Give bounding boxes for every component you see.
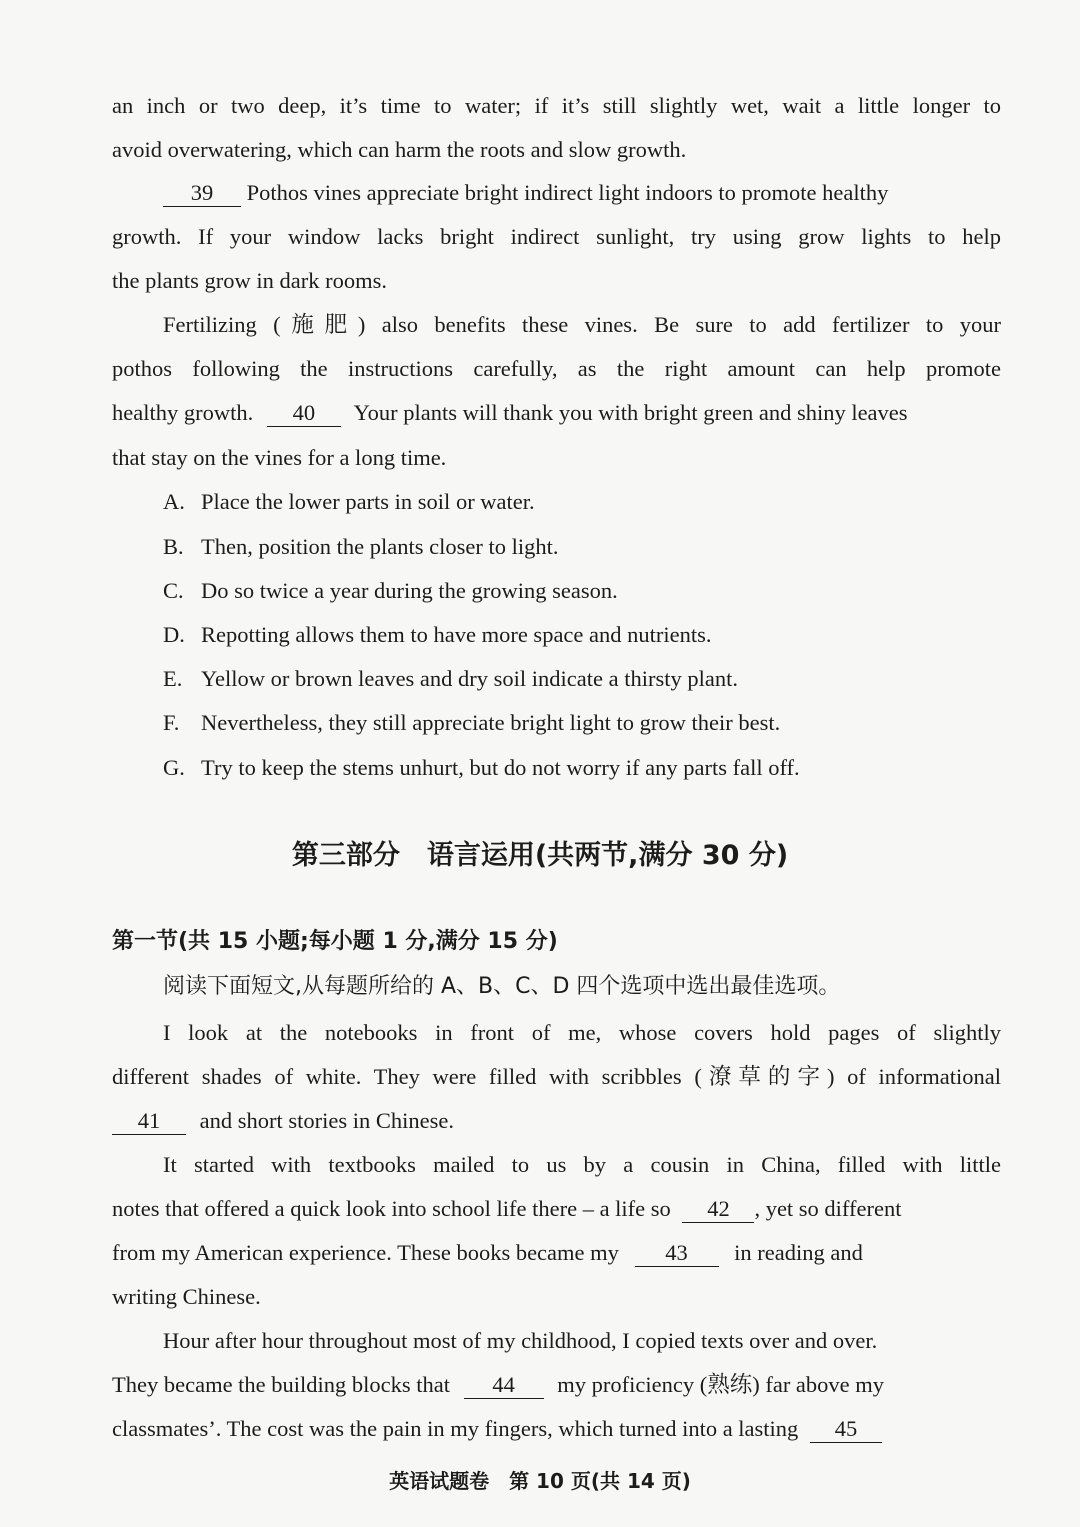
cloze-p1-line-1: I look at the notebooks in front of me, whose covers hold pages of slightly <box>163 1020 1001 1045</box>
option-f <box>163 708 780 738</box>
cloze-p2-line-2 <box>112 1194 1001 1224</box>
cloze-p2-line-3b: in reading and <box>734 1240 863 1265</box>
passage-line-6: Fertilizing (施肥) also benefits these vines. Be sure to add fertilizer to your <box>163 312 1001 337</box>
cloze-p3-line-2a: They became the building blocks that <box>112 1372 451 1397</box>
cloze-p2-line-2a: notes that offered a quick look into school life there – a life so <box>112 1196 671 1221</box>
option-b <box>163 532 558 562</box>
cloze-p2-line-4: writing Chinese. <box>112 1284 261 1309</box>
option-c <box>163 576 618 606</box>
option-key: C. <box>163 578 184 603</box>
passage-line-39 <box>163 178 1001 208</box>
option-key: F. <box>163 710 180 735</box>
passage-line-8 <box>112 398 1001 428</box>
option-text: Try to keep the stems unhurt, but do not worry if any parts fall off. <box>201 755 800 780</box>
option-text: Nevertheless, they still appreciate bright light to grow their best. <box>201 710 781 735</box>
passage-line-4: growth. If your window lacks bright indirect sunlight, try using grow lights to help <box>112 224 1001 249</box>
cloze-p3-line-3 <box>112 1414 1001 1444</box>
passage-line-8b: Your plants will thank you with bright green and shiny leaves <box>353 400 908 425</box>
cloze-p3-line-2 <box>112 1370 1001 1400</box>
blank-45: 45 <box>810 1416 882 1443</box>
passage-line-8a: healthy growth. <box>112 400 254 425</box>
cloze-p3-line-1: Hour after hour throughout most of my childhood, I copied texts over and over. <box>163 1328 878 1353</box>
cloze-p1-line-2: different shades of white. They were filled with scribbles (潦草的字) of informational <box>112 1064 1001 1089</box>
option-g <box>163 753 800 783</box>
cloze-p2-line-2b: , yet so different <box>754 1196 902 1221</box>
blank-43: 43 <box>635 1240 719 1267</box>
page-footer: 英语试题卷 第 10 页(共 14 页) <box>389 1469 691 1493</box>
option-e <box>163 664 738 694</box>
option-text: Yellow or brown leaves and dry soil indicate a thirsty plant. <box>201 666 738 691</box>
cloze-p3-line-3a: classmates’. The cost was the pain in my fingers, which turned into a lasting <box>112 1416 799 1441</box>
blank-44: 44 <box>464 1372 544 1399</box>
section-title: 第三部分 语言运用(共两节,满分 30 分) <box>291 840 789 871</box>
option-key: A. <box>163 489 185 514</box>
passage-line-9: that stay on the vines for a long time. <box>112 445 447 470</box>
cloze-p1-line-3-text: and short stories in Chinese. <box>199 1108 454 1133</box>
cloze-p3-line-2b: my proficiency (熟练) far above my <box>557 1372 885 1397</box>
option-key: G. <box>163 755 185 780</box>
option-key: D. <box>163 622 185 647</box>
cloze-p2-line-3a: from my American experience. These books became my <box>112 1240 619 1265</box>
option-a <box>163 487 535 517</box>
blank-40: 40 <box>267 400 341 427</box>
blank-39: 39 <box>163 180 241 207</box>
passage-line-3: Pothos vines appreciate bright indirect light indoors to promote healthy <box>246 180 889 205</box>
option-text: Do so twice a year during the growing season. <box>201 578 618 603</box>
instruction: 阅读下面短文,从每题所给的 A、B、C、D 四个选项中选出最佳选项。 <box>163 974 841 999</box>
option-text: Place the lower parts in soil or water. <box>201 489 535 514</box>
passage-line-1: an inch or two deep, it’s time to water; if it’s still slightly wet, wait a little longer to <box>112 93 1001 118</box>
option-d <box>163 620 712 650</box>
blank-42: 42 <box>682 1196 754 1223</box>
blank-41: 41 <box>112 1108 186 1135</box>
subsection-title: 第一节(共 15 小题;每小题 1 分,满分 15 分) <box>112 929 558 954</box>
passage-line-7: pothos following the instructions carefully, as the right amount can help promote <box>112 356 1001 381</box>
option-text: Then, position the plants closer to light. <box>201 534 559 559</box>
option-key: E. <box>163 666 183 691</box>
cloze-p2-line-3 <box>112 1238 1001 1268</box>
option-text: Repotting allows them to have more space and nutrients. <box>201 622 712 647</box>
cloze-p2-line-1: It started with textbooks mailed to us by a cousin in China, filled with little <box>163 1152 1001 1177</box>
passage-line-2: avoid overwatering, which can harm the roots and slow growth. <box>112 137 687 162</box>
cloze-p1-line-3 <box>112 1106 1001 1136</box>
passage-line-5: the plants grow in dark rooms. <box>112 268 387 293</box>
option-key: B. <box>163 534 184 559</box>
